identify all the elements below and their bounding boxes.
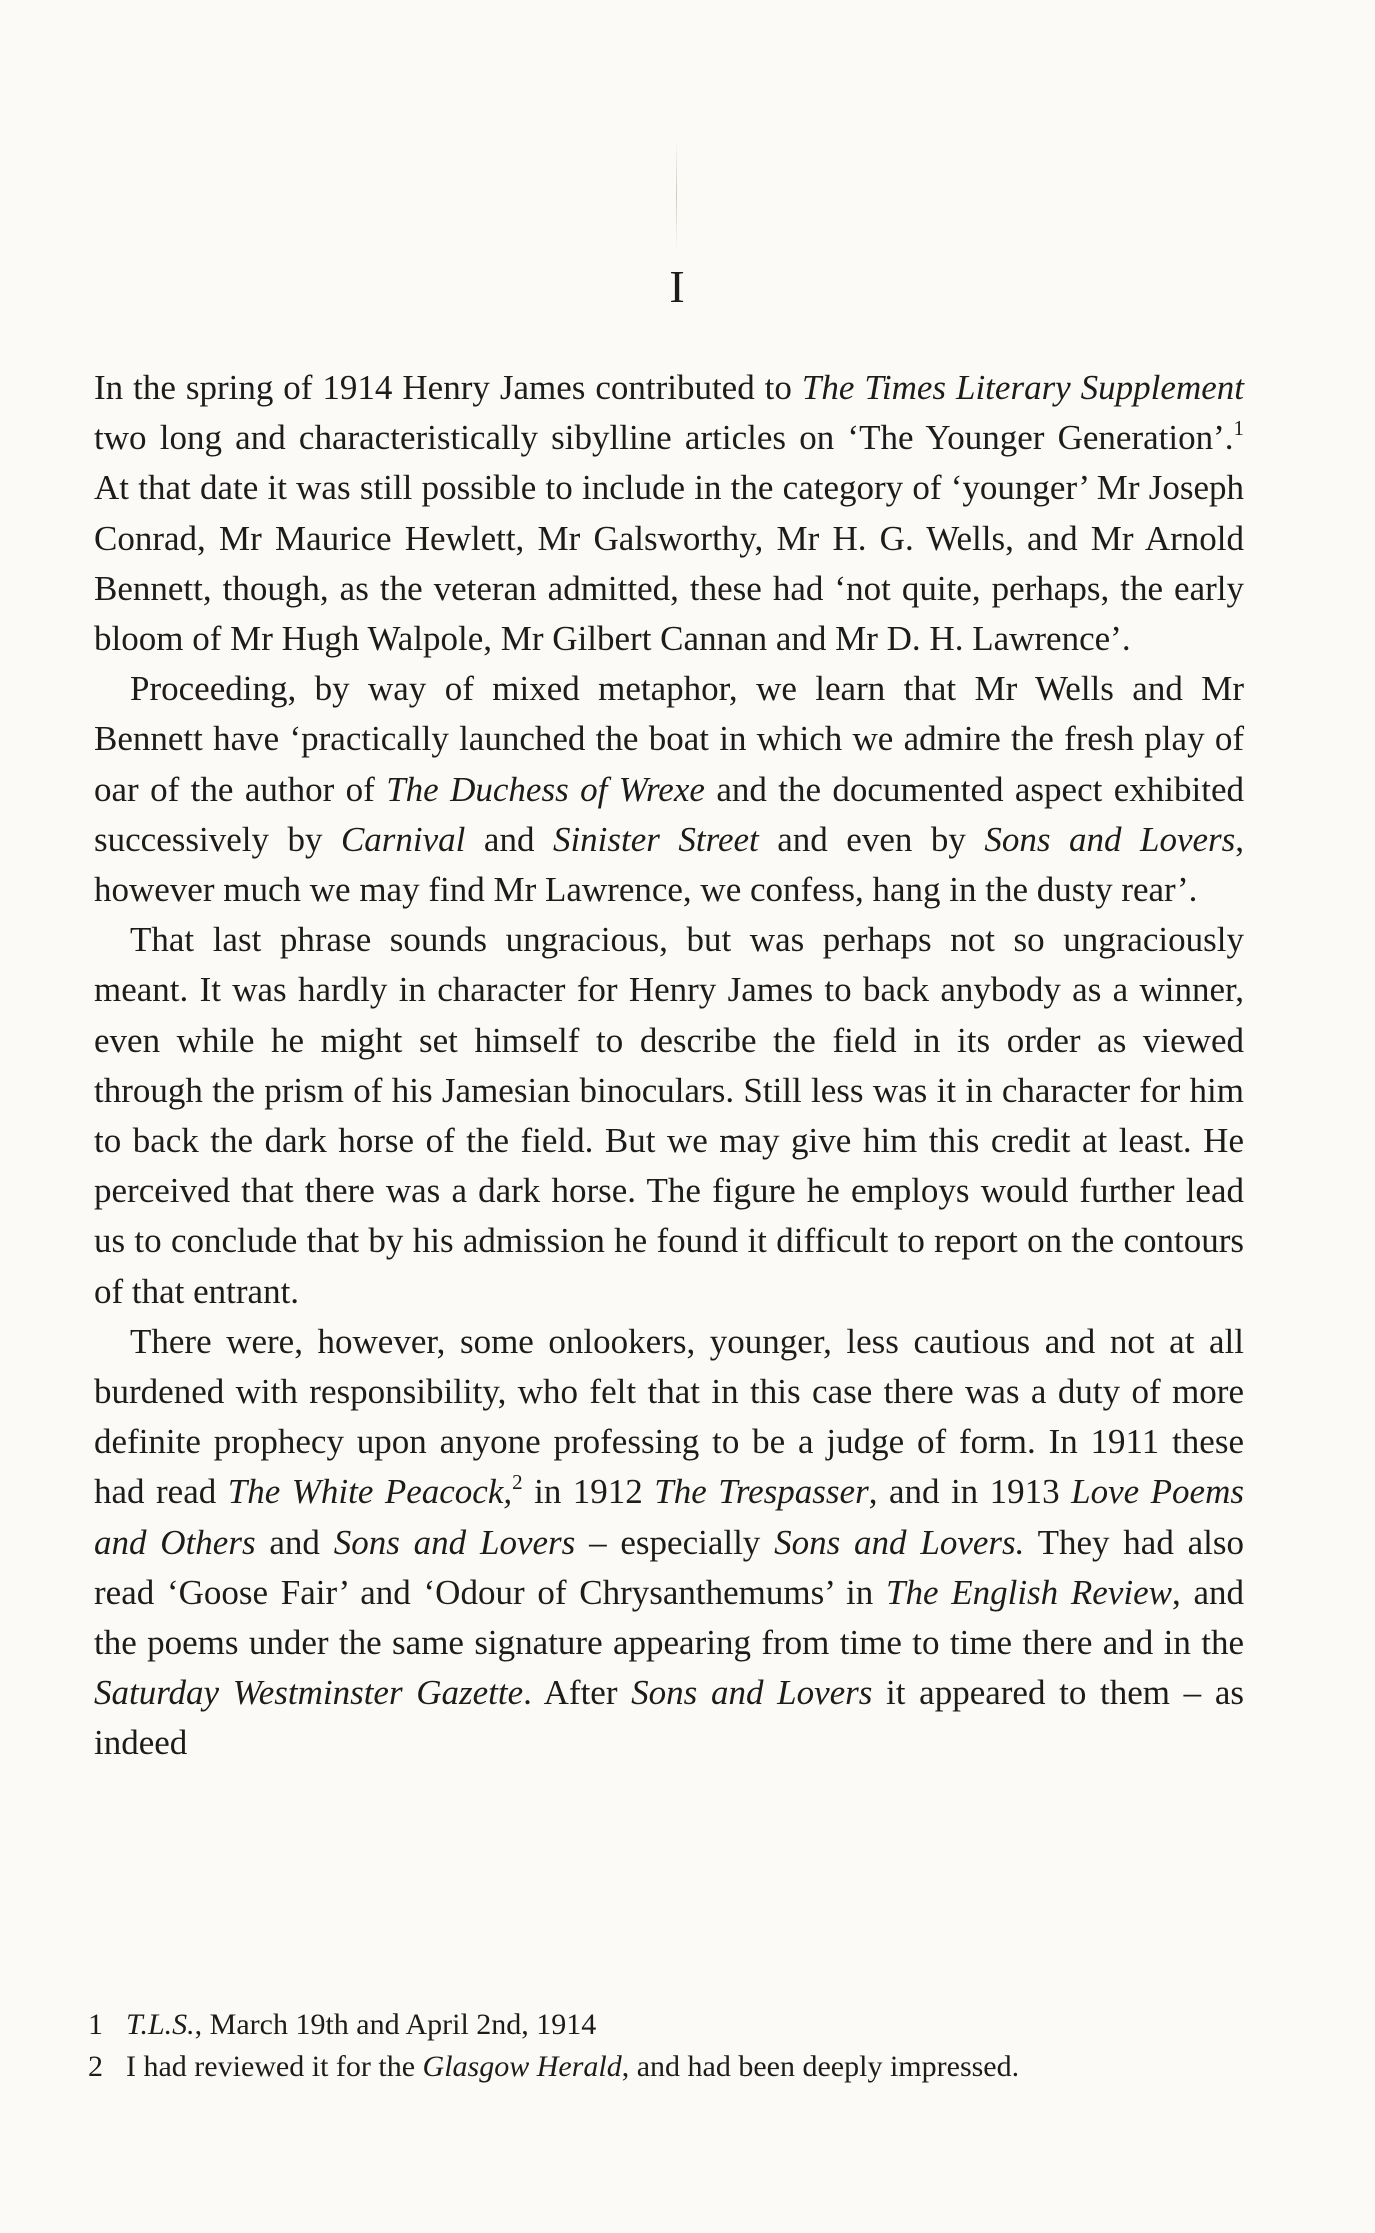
paragraph: That last phrase sounds ungracious, but was perhaps not so ungraciously meant. It was hardly in character for Henry James to back anybody as a winner, even while he might set himself to describe the field in its order as viewed through the prism of his Jamesian binoculars. Still less was it in character for him to back the dark horse of the field. But we may give him this credit at least. He perceived that there was a dark horse. The figure he employs would further lead us to conclude that by his admission he found it difficult to report on the contours of that entrant. xyxy=(94,920,1244,1311)
chapter-number: I xyxy=(669,261,686,312)
paragraph: In the spring of 1914 Henry James contributed to The Times Literary Supplement two long and characteristically sibylline articles on ‘The Younger Generation’.$^1$ At that date it was still possible to include in the category of ‘younger’ Mr Joseph Conrad, Mr Maurice Hewlett, Mr Galsworthy, Mr H. G. Wells, and Mr Arnold Bennett, though, as the veteran admitted, these had ‘not quite, perhaps, the early bloom of Mr Hugh Walpole, Mr Gilbert Cannan and Mr D. H. Lawrence’. xyxy=(94,368,1244,659)
footnote-ref: 2 xyxy=(512,1469,523,1494)
footnote-text: T.L.S., March 19th and April 2nd, 1914 xyxy=(126,2008,597,2041)
footnote xyxy=(88,2046,1258,2088)
footnote-number: 1 xyxy=(88,2008,103,2041)
page-gutter-mark xyxy=(676,140,677,250)
body-text xyxy=(94,363,1244,1769)
paragraph: There were, however, some onlookers, younger, less cautious and not at all burdened with responsibility, who felt that in this case there was a duty of more definite prophecy upon anyone professing to be a judge of form. In 1911 these had read The White Peacock,$^2$ in 1912 The Trespasser, and in 1913 Love Poems and Others and Sons and Lovers – especially Sons and Lovers. They had also read ‘Goose Fair’ and ‘Odour of Chrysanthemums’ in The English Review, and the poems under the same signature appearing from time to time there and in the Saturday Westminster Gazette. After Sons and Lovers it appeared to them – as indeed xyxy=(94,1321,1245,1763)
footnote-number: 2 xyxy=(88,2050,103,2083)
paragraph: Proceeding, by way of mixed metaphor, we learn that Mr Wells and Mr Bennett have ‘practically launched the boat in which we admire the fresh play of oar of the author of The Duchess of Wrexe and the documented aspect exhibited successively by Carnival and Sinister Street and even by Sons and Lovers, however much we may find Mr Lawrence, we confess, hang in the dusty rear’. xyxy=(94,669,1245,910)
footnote-ref: 1 xyxy=(1233,415,1244,440)
footnote-text: I had reviewed it for the Glasgow Herald, and had been deeply impressed. xyxy=(126,2050,1020,2083)
footnotes xyxy=(88,2004,1258,2088)
footnote xyxy=(88,2004,1258,2046)
